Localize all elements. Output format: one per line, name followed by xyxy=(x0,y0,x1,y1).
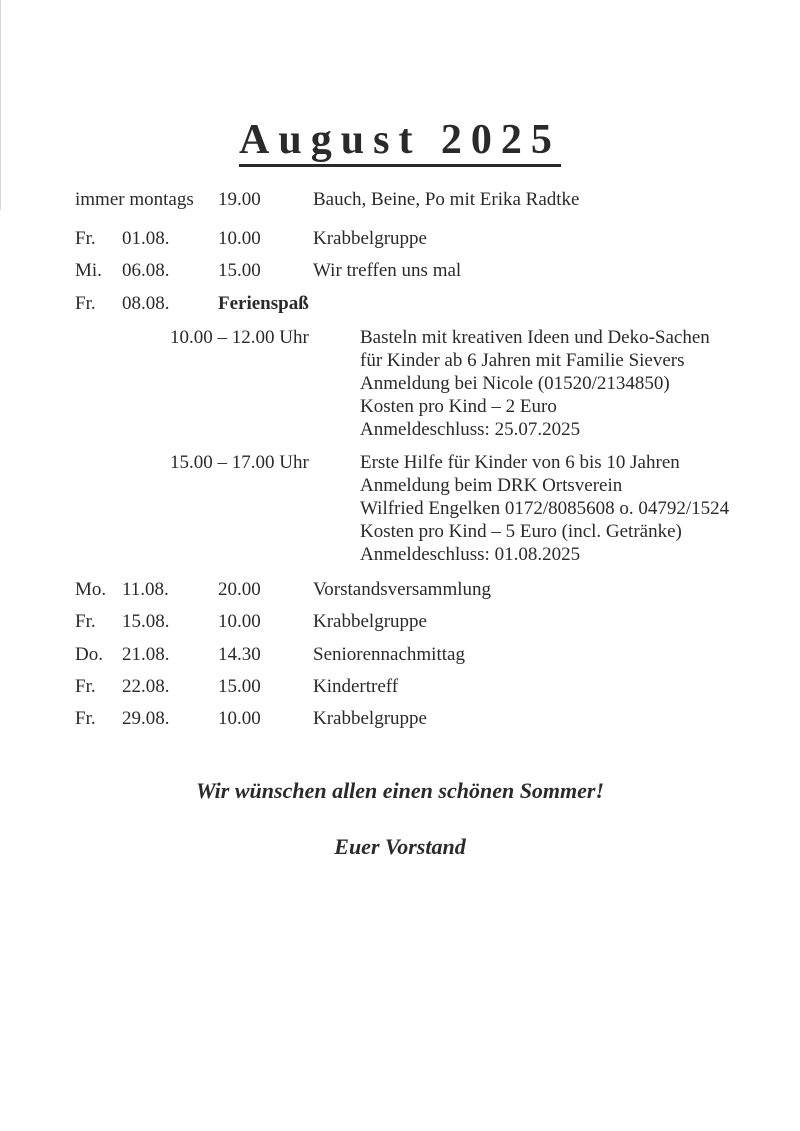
event-date: 11.08. xyxy=(122,579,169,600)
event-time: 10.00 xyxy=(218,708,261,729)
signature: Euer Vorstand xyxy=(334,834,466,859)
event-date: 21.08. xyxy=(122,644,170,665)
event-title: Krabbelgruppe xyxy=(313,708,427,729)
session-line: Anmeldung beim DRK Ortsverein xyxy=(360,475,623,496)
event-day: Fr. xyxy=(75,708,96,729)
event-time: 20.00 xyxy=(218,579,261,600)
event-title: Krabbelgruppe xyxy=(313,611,427,632)
session-line: Anmeldeschluss: 01.08.2025 xyxy=(360,544,581,565)
event-title: Kindertreff xyxy=(313,676,399,697)
event-title: Vorstandsversammlung xyxy=(313,579,492,600)
event-day: Do. xyxy=(75,644,103,665)
event-time: 15.00 xyxy=(218,676,261,697)
event-date: 15.08. xyxy=(122,611,170,632)
event-title: Seniorennachmittag xyxy=(313,644,465,665)
event-day: Fr. xyxy=(75,228,96,249)
event-time: 14.30 xyxy=(218,644,261,665)
session-line: Basteln mit kreativen Ideen und Deko-Sachen xyxy=(360,327,710,348)
event-title: Wir treffen uns mal xyxy=(313,260,462,281)
session-time: 10.00 – 12.00 Uhr xyxy=(170,327,309,348)
weekly-event: Bauch, Beine, Po mit Erika Radtke xyxy=(313,189,580,210)
event-date: 22.08. xyxy=(122,676,170,697)
session-line: Anmeldeschluss: 25.07.2025 xyxy=(360,419,581,440)
event-day: Fr. xyxy=(75,676,96,697)
event-time: 10.00 xyxy=(218,611,261,632)
session-line: Wilfried Engelken 0172/8085608 o. 04792/1524 xyxy=(360,498,730,519)
session-line: für Kinder ab 6 Jahren mit Familie Sievers xyxy=(360,350,685,371)
event-title: Krabbelgruppe xyxy=(313,228,427,249)
event-day: Mo. xyxy=(75,579,107,600)
event-date: 01.08. xyxy=(122,228,170,249)
session-time: 15.00 – 17.00 Uhr xyxy=(170,452,309,473)
event-time: 15.00 xyxy=(218,260,261,281)
event-date: 29.08. xyxy=(122,708,170,729)
scan-edge-line xyxy=(0,0,1,210)
session-line: Erste Hilfe für Kinder von 6 bis 10 Jahren xyxy=(360,452,680,473)
session-line: Kosten pro Kind – 5 Euro (incl. Getränke) xyxy=(360,521,682,542)
closing-message: Wir wünschen allen einen schönen Sommer! xyxy=(195,778,605,803)
event-day: Fr. xyxy=(75,611,96,632)
session-line: Anmeldung bei Nicole (01520/2134850) xyxy=(360,373,670,394)
event-day: Mi. xyxy=(75,260,102,281)
event-time: 10.00 xyxy=(218,228,261,249)
event-date: 08.08. xyxy=(122,293,170,314)
event-day: Fr. xyxy=(75,293,96,314)
page-title: August 2025 xyxy=(0,116,800,167)
weekly-time: 19.00 xyxy=(218,189,261,210)
session-line: Kosten pro Kind – 2 Euro xyxy=(360,396,557,417)
feriensspass-heading: Ferienspaß xyxy=(218,293,309,314)
weekly-label: immer montags xyxy=(75,189,194,210)
event-date: 06.08. xyxy=(122,260,170,281)
